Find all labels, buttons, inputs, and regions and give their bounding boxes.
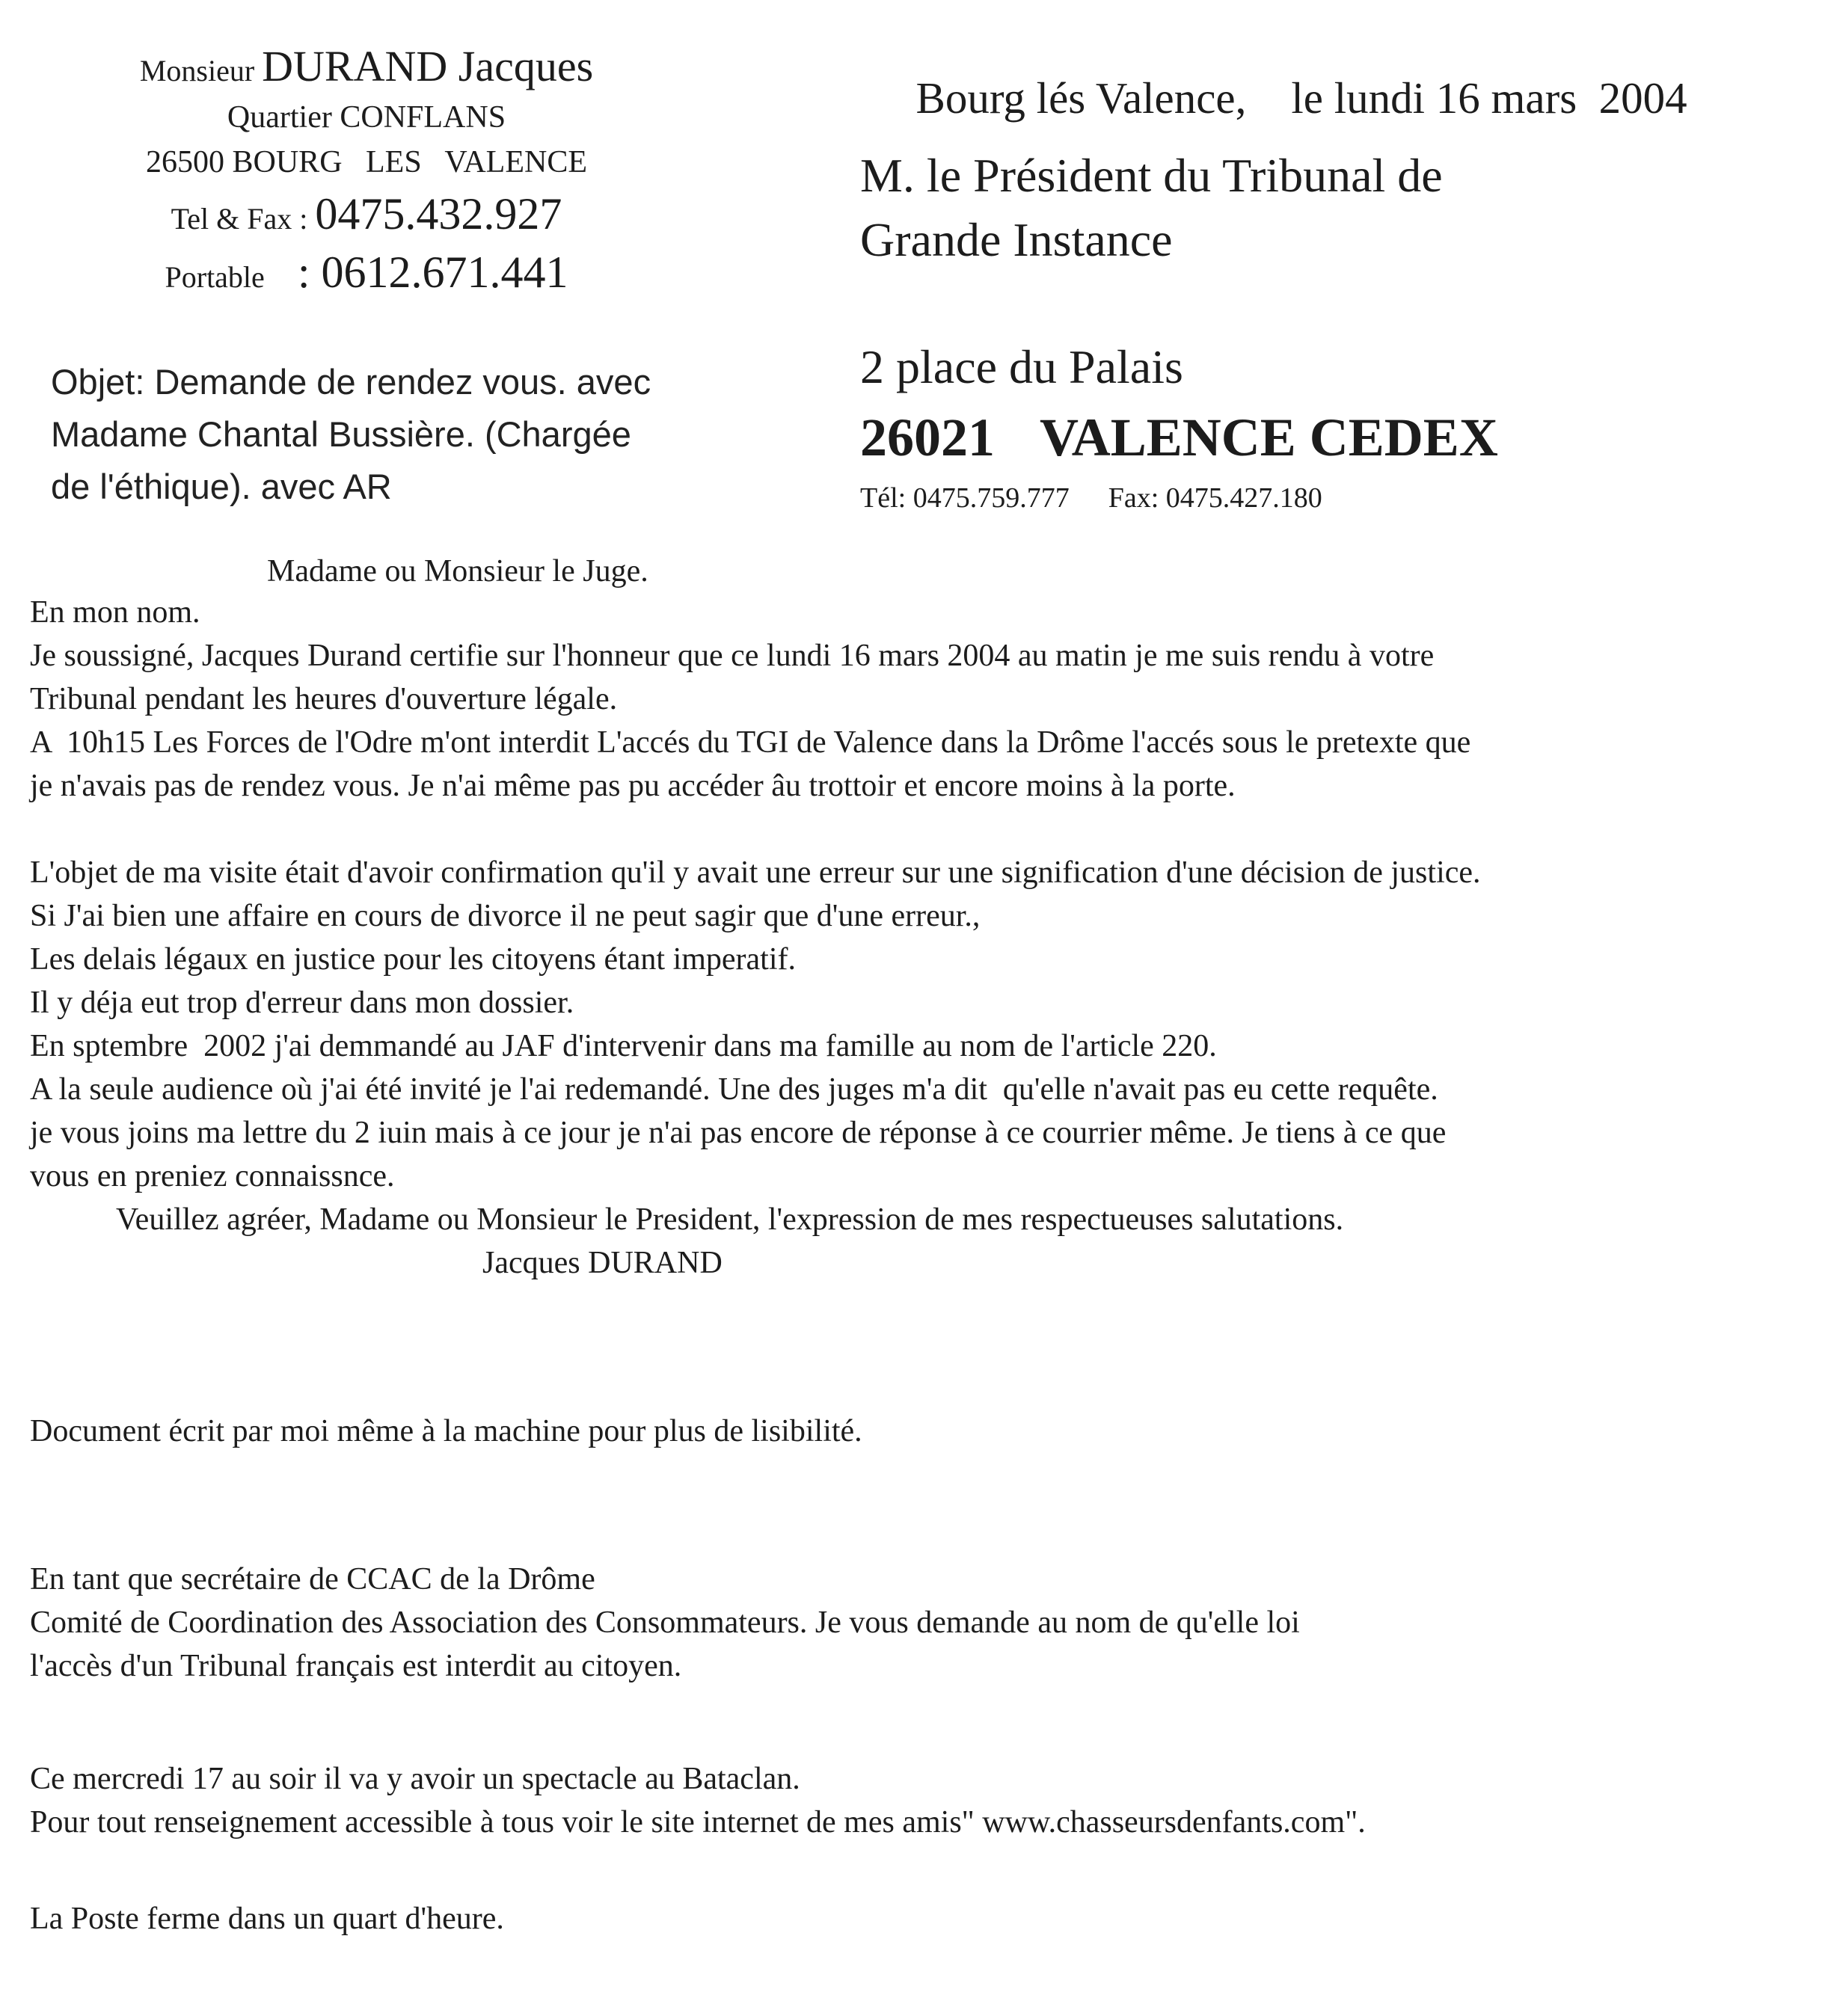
recipient-city: VALENCE CEDEX: [1040, 408, 1498, 467]
dateline-place: Bourg lés Valence,: [915, 73, 1247, 123]
recipient-block: [860, 144, 1498, 512]
sender-tel-value: 0475.432.927: [315, 189, 562, 239]
subject-line-3: de l'éthique). avec AR: [51, 467, 392, 506]
body-line: Il y déja eut trop d'erreur dans mon dossier.: [30, 986, 574, 1020]
closing-formula: Veuillez agréer, Madame ou Monsieur le President, l'expression de mes respectueuses salutations.: [116, 1202, 1344, 1237]
body-line: je n'avais pas de rendez vous. Je n'ai même pas pu accéder âu trottoir et encore moins à la porte.: [30, 769, 1236, 803]
sender-city: 26500 BOURG LES VALENCE: [146, 145, 587, 179]
body-line: vous en preniez connaissnce.: [30, 1159, 395, 1193]
body-line: En sptembre 2002 j'ai demmandé au JAF d'intervenir dans ma famille au nom de l'article 220.: [30, 1029, 1217, 1063]
body-line: je vous joins ma lettre du 2 iuin mais à ce jour je n'ai pas encore de réponse à ce courrier même. Je tiens à ce que: [30, 1116, 1447, 1150]
ccac-block: [30, 1558, 1300, 1688]
event-line: Pour tout renseignement accessible à tous voir le site internet de mes amis" www.chasseursdenfants.com".: [30, 1805, 1366, 1840]
dateline-date: le lundi 16 mars 2004: [1291, 73, 1687, 123]
subject-line-2: Madame Chantal Bussière. (Chargée: [51, 414, 631, 454]
subject-line-1: Objet: Demande de rendez vous. avec: [51, 362, 651, 402]
subject-block: [51, 356, 746, 513]
body-line: Si J'ai bien une affaire en cours de divorce il ne peut sagir que d'une erreur.,: [30, 899, 981, 933]
ccac-line: Comité de Coordination des Association des Consommateurs. Je vous demande au nom de qu'elle loi: [30, 1605, 1300, 1640]
ccac-line: l'accès d'un Tribunal français est interdit au citoyen.: [30, 1649, 682, 1683]
sender-mobile-label: Portable: [165, 260, 265, 294]
sender-mobile-line: [45, 250, 688, 295]
sender-tel-label: Tel & Fax :: [171, 202, 308, 236]
recipient-title-line1: M. le Président du Tribunal de: [860, 149, 1443, 202]
recipient-city-line: [860, 408, 1498, 467]
recipient-tel: Tél: 0475.759.777: [860, 482, 1070, 514]
sender-name: DURAND Jacques: [262, 42, 594, 90]
typed-note: Document écrit par moi même à la machine pour plus de lisibilité.: [30, 1414, 862, 1448]
sender-name-line: [45, 42, 688, 90]
body-line: Les delais légaux en justice pour les citoyens étant imperatif.: [30, 942, 796, 977]
body-line: En mon nom.: [30, 595, 200, 630]
closing-remark: La Poste ferme dans un quart d'heure.: [30, 1902, 504, 1936]
letter-body: [30, 591, 1814, 1285]
ccac-line: En tant que secrétaire de CCAC de la Drôme: [30, 1562, 595, 1596]
sender-mobile-value: : 0612.671.441: [297, 248, 568, 297]
dateline: [894, 21, 1687, 124]
greeting: Madame ou Monsieur le Juge.: [267, 554, 648, 588]
recipient-address: 2 place du Palais: [860, 340, 1183, 393]
recipient-postcode: 26021: [860, 408, 995, 467]
event-line: Ce mercredi 17 au soir il va y avoir un spectacle au Bataclan.: [30, 1762, 800, 1796]
sender-civility: Monsieur: [139, 54, 255, 87]
body-line: Je soussigné, Jacques Durand certifie sur l'honneur que ce lundi 16 mars 2004 au matin je me suis rendu à votre: [30, 639, 1435, 673]
sender-block: [45, 42, 688, 297]
recipient-title-line2: Grande Instance: [860, 213, 1173, 266]
body-line: Tribunal pendant les heures d'ouverture légale.: [30, 682, 618, 716]
sender-district: Quartier CONFLANS: [227, 100, 506, 135]
body-line: A 10h15 Les Forces de l'Odre m'ont interdit L'accés du TGI de Valence dans la Drôme l'accés sous le pretexte que: [30, 725, 1471, 760]
recipient-contact-line: [860, 484, 1498, 512]
body-line: L'objet de ma visite était d'avoir confirmation qu'il y avait une erreur sur une signification d'une décision de justice.: [30, 855, 1481, 890]
recipient-fax: Fax: 0475.427.180: [1108, 482, 1322, 514]
sender-tel-line: [45, 189, 688, 239]
event-block: [30, 1757, 1366, 1844]
body-line: A la seule audience où j'ai été invité je l'ai redemandé. Une des juges m'a dit qu'elle n'avait pas eu cette requête.: [30, 1072, 1438, 1107]
signature: Jacques DURAND: [482, 1246, 723, 1280]
paragraph-gap: [30, 808, 1814, 851]
